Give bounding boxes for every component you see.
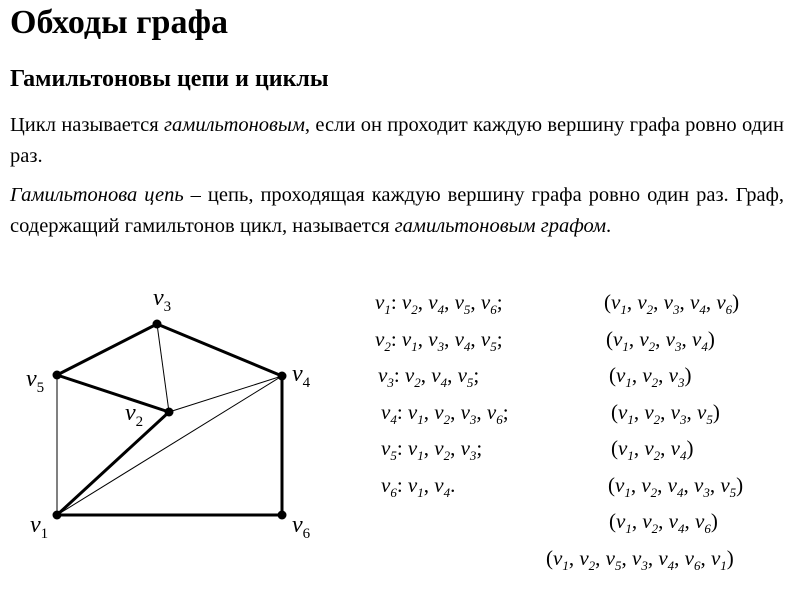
vertex-symbol: $v_6$ — [716, 290, 733, 317]
vertex-symbol: $v_6$ — [480, 290, 497, 317]
adjacency-row: $v_5$: $v_1$, $v_2$, $v_3$; — [381, 436, 483, 463]
vertex-symbol: $v_3$ — [668, 363, 685, 390]
adjacency-row: $v_3$: $v_2$, $v_4$, $v_5$; — [378, 363, 480, 390]
vertex-symbol: $v_1$ — [615, 472, 631, 500]
path-row: ($v_1$, $v_2$, $v_3$, $v_4$, $v_6$) — [604, 290, 740, 317]
vertex-symbol: $v_3$ — [693, 472, 710, 500]
definition-text: Цикл называется — [10, 114, 164, 136]
vertex-symbol: $v_2$ — [644, 399, 661, 427]
vertex-symbol: $v_3$ — [663, 290, 680, 317]
vertex-symbol: $v_2$ — [644, 436, 661, 463]
vertex-symbol: $v_3$ — [665, 326, 682, 354]
vertex-symbol: $v_2$ — [639, 326, 656, 354]
vertex-symbol: $v_1$ — [407, 436, 424, 463]
vertex-symbol: $v_1$ — [613, 326, 629, 354]
vertex-symbol: $v_3$ — [670, 399, 687, 427]
vertex-symbol: $v_1$ — [407, 472, 424, 500]
vertex-symbol: $v_1$ — [616, 509, 632, 536]
path-row: ($v_1$, $v_2$, $v_5$, $v_3$, $v_4$, $v_6$, $v_1$) — [546, 545, 734, 573]
vertex-symbol: $v_1$ — [611, 290, 627, 317]
vertex-symbol: $v_1$ — [618, 399, 634, 427]
path-row: ($v_1$, $v_2$, $v_3$, $v_5$) — [611, 399, 720, 427]
vertex-symbol: $v_2$ — [641, 472, 658, 500]
vertex-symbol: $v_1$ — [553, 545, 569, 573]
vertex-symbol: $v_4$ — [431, 363, 448, 390]
path-row: ($v_1$, $v_2$, $v_4$, $v_3$, $v_5$) — [608, 472, 744, 500]
vertex-symbol: $v_4$ — [428, 290, 445, 317]
vertex-symbol: $v_4$ — [454, 326, 471, 354]
vertex-symbol: $v_2$ — [434, 399, 451, 427]
page-title: Обходы графа — [10, 4, 228, 41]
vertex-symbol: $v_3$ — [378, 363, 394, 390]
vertex-symbol: $v_2$ — [642, 509, 659, 536]
path-list — [0, 284, 743, 576]
graph-vertex-label-v6: $v_6$ — [292, 512, 311, 542]
adjacency-row: $v_2$: $v_1$, $v_3$, $v_4$, $v_5$; — [375, 326, 503, 354]
graph-vertex-label-v4: $v_4$ — [292, 361, 311, 391]
definition-hamiltonian-cycle — [10, 110, 784, 172]
vertex-symbol: $v_1$ — [616, 363, 632, 390]
vertex-symbol: $v_5$ — [696, 399, 713, 427]
vertex-symbol: $v_2$ — [434, 436, 451, 463]
definition-text: – цепь, проходящая каждую вершину графа ровно один раз. Граф, содержащий гамильтонов цикл, называется — [10, 184, 785, 237]
path-row: ($v_1$, $v_2$, $v_4$) — [611, 436, 694, 463]
vertex-symbol: $v_5$ — [457, 363, 474, 390]
vertex-symbol: $v_4$ — [658, 545, 675, 573]
vertex-symbol: $v_4$ — [381, 399, 397, 427]
adjacency-row: $v_6$: $v_1$, $v_4$. — [381, 472, 456, 500]
vertex-symbol: $v_1$ — [710, 545, 727, 573]
vertex-symbol: $v_5$ — [720, 472, 737, 500]
vertex-symbol: $v_4$ — [667, 472, 684, 500]
vertex-symbol: $v_4$ — [668, 509, 685, 536]
path-row: ($v_1$, $v_2$, $v_3$) — [609, 363, 692, 390]
vertex-symbol: $v_3$ — [428, 326, 445, 354]
vertex-symbol: $v_4$ — [670, 436, 687, 463]
vertex-symbol: $v_4$ — [689, 290, 706, 317]
graph-vertex-label-v3: $v_3$ — [153, 285, 172, 315]
vertex-symbol: $v_6$ — [684, 545, 701, 573]
vertex-symbol: $v_2$ — [642, 363, 659, 390]
vertex-symbol: $v_1$ — [401, 326, 418, 354]
graph-vertex-label-v5: $v_5$ — [26, 366, 45, 396]
vertex-symbol: $v_4$ — [434, 472, 451, 500]
path-row: ($v_1$, $v_2$, $v_4$, $v_6$) — [609, 509, 718, 536]
term-hamiltonian-path: Гамильтонова цепь — [10, 184, 184, 206]
vertex-symbol: $v_3$ — [631, 545, 648, 573]
vertex-symbol: $v_2$ — [637, 290, 654, 317]
vertex-symbol: $v_1$ — [618, 436, 634, 463]
path-row: ($v_1$, $v_2$, $v_3$, $v_4$) — [606, 326, 715, 354]
vertex-symbol: $v_4$ — [691, 326, 708, 354]
vertex-symbol: $v_6$ — [486, 399, 503, 427]
vertex-symbol: $v_2$ — [375, 326, 391, 354]
vertex-symbol: $v_5$ — [381, 436, 397, 463]
vertex-symbol: $v_1$ — [375, 290, 391, 317]
vertex-symbol: $v_5$ — [454, 290, 471, 317]
graph-vertex-label-v2: $v_2$ — [125, 400, 144, 430]
vertex-symbol: $v_6$ — [694, 509, 711, 536]
vertex-symbol: $v_1$ — [407, 399, 424, 427]
vertex-symbol: $v_5$ — [605, 545, 622, 573]
adjacency-row: $v_4$: $v_1$, $v_2$, $v_3$, $v_6$; — [381, 399, 509, 427]
definition-text: , если он проходит каждую вершину графа ровно один раз. — [10, 114, 784, 167]
section-subtitle: Гамильтоновы цепи и циклы — [10, 66, 329, 92]
vertex-symbol: $v_5$ — [480, 326, 497, 354]
vertex-symbol: $v_2$ — [401, 290, 418, 317]
vertex-symbol: $v_2$ — [404, 363, 421, 390]
definition-text: . — [606, 215, 612, 237]
graph-vertex-label-v1: $v_1$ — [30, 512, 49, 542]
vertex-symbol: $v_3$ — [460, 399, 477, 427]
term-hamiltonian-graph: гамильтоновым графом — [394, 215, 607, 237]
vertex-symbol: $v_2$ — [579, 545, 596, 573]
vertex-symbol: $v_6$ — [381, 472, 397, 500]
vertex-symbol: $v_3$ — [460, 436, 477, 463]
adjacency-row: $v_1$: $v_2$, $v_4$, $v_5$, $v_6$; — [375, 290, 503, 317]
term-hamiltonian: гамильтоновым — [164, 114, 305, 136]
definition-hamiltonian-path — [10, 180, 784, 242]
